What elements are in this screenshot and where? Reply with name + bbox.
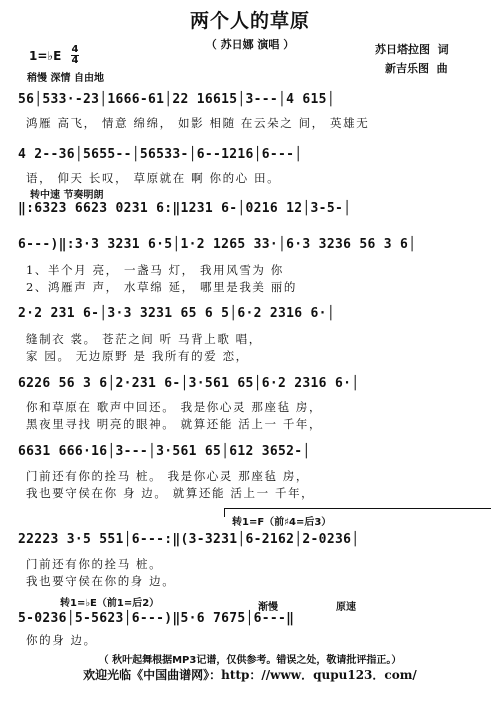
slow-down-marking: 渐慢 <box>258 602 278 613</box>
transcription-note: （ 秋叶起舞根据MP3记谱，仅供参考。错误之处，敬请批评指正。） <box>98 655 402 666</box>
composer-credit: 新吉乐图 曲 <box>385 62 448 75</box>
lyric-row-6b: 黑夜里寻找 明亮的眼神。 就算还能 活上一 千年， <box>26 417 323 431</box>
notation-row-7: 6631 666·16│3---│3·561 65│612 3652-│ <box>18 444 311 459</box>
notation-row-3: ‖:6323 6623 0231 6:‖1231 6-│0216 12│3-5-│ <box>18 201 352 216</box>
lyric-row-9: 你的身 边。 <box>26 633 97 647</box>
lyric-row-1: 鸿雁 高飞， 情意 绵绵， 如影 相随 在云朵之 间， 英雄无 <box>26 116 370 130</box>
song-title: 两个人的草原 <box>189 10 310 32</box>
meter-top: 4 <box>71 44 79 55</box>
meter-bottom: 4 <box>71 55 79 66</box>
lyric-row-5b: 家 园。 无边原野 是 我所有的爱 恋， <box>26 349 249 363</box>
singer-credit: （ 苏日娜 演唱 ） <box>205 38 295 51</box>
time-signature <box>71 45 79 66</box>
lyric-row-8b: 我也要守侯在你的身 边。 <box>26 574 176 588</box>
notation-row-4: 6---)‖:3·3 3231 6·5│1·2 1265 33·│6·3 3236 56 3 6│ <box>18 237 417 252</box>
lyric-row-2: 语， 仰天 长叹， 草原就在 啊 你的心 田。 <box>26 171 281 185</box>
tempo-back-marking: 原速 <box>336 602 356 613</box>
notation-row-1: 56│533·-23│1666-61│22 16615│3---│4 615│ <box>18 92 335 107</box>
lyric-row-7b: 我也要守侯在你 身 边。 就算还能 活上一 千年， <box>26 486 315 500</box>
notation-row-2: 4 2--36│5655--│56533-│6--1216│6---│ <box>18 147 303 162</box>
lyricist-credit: 苏日塔拉图 词 <box>375 43 449 56</box>
site-link[interactable]: 欢迎光临《中国曲谱网》：http：//www．qupu123．com/ <box>83 668 417 682</box>
notation-row-9: 5-0236│5-5623│6---)‖5·6 7675│6---‖ <box>18 611 295 626</box>
lyric-row-5a: 缝制衣 裳。 苍茫之间 听 马背上歌 唱， <box>26 332 262 346</box>
lyric-row-4b: 2、鸿雁声 声， 水草绵 延， 哪里是我美 丽的 <box>26 280 297 294</box>
lyric-row-4a: 1、半个月 亮， 一盏马 灯， 我用风雪为 你 <box>26 263 284 277</box>
modulation-marking-2: 转1=♭E（前1=后2） <box>60 598 160 609</box>
key-signature: 1=♭E <box>29 49 62 63</box>
lyric-row-7a: 门前还有你的拴马 桩。 我是你心灵 那座毡 房， <box>26 469 310 483</box>
notation-row-6: 6226 56 3 6│2·231 6-│3·561 65│6·2 2316 6·│ <box>18 376 360 391</box>
modulation-marking-1: 转1=F（前♯4=后3） <box>232 517 332 528</box>
tempo-marking: 稍慢 深情 自由地 <box>27 73 104 84</box>
notation-row-8: 22223 3·5 551│6---:‖(3-3231│6-2162│2-0236│ <box>18 532 360 547</box>
notation-row-5: 2·2 231 6-│3·3 3231 65 6 5│6·2 2316 6·│ <box>18 306 335 321</box>
interlude-marking: 转中速 节奏明朗 <box>30 190 104 201</box>
lyric-row-6a: 你和草原在 歌声中回还。 我是你心灵 那座毡 房， <box>26 400 323 414</box>
lyric-row-8a: 门前还有你的拴马 桩。 <box>26 557 163 571</box>
